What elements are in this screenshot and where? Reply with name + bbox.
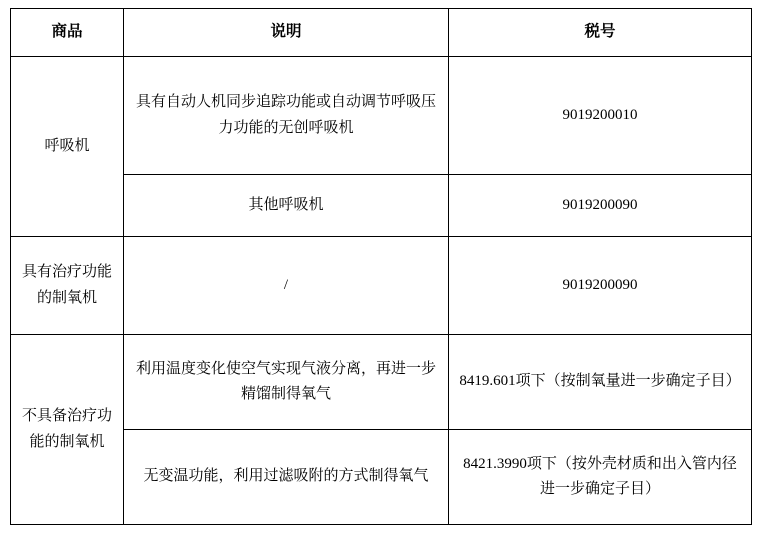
- description-cell: 其他呼吸机: [124, 175, 449, 237]
- description-cell: 具有自动人机同步追踪功能或自动调节呼吸压力功能的无创呼吸机: [124, 57, 449, 175]
- table-header-row: [11, 9, 752, 57]
- table-row: [11, 335, 752, 430]
- column-header-description: 说明: [124, 9, 449, 57]
- product-category-cell: 不具备治疗功能的制氧机: [11, 335, 124, 525]
- tax-code-cell: 9019200090: [449, 237, 752, 335]
- table-row: [11, 57, 752, 175]
- product-category-cell: 具有治疗功能的制氧机: [11, 237, 124, 335]
- description-cell: /: [124, 237, 449, 335]
- product-category-cell: 呼吸机: [11, 57, 124, 237]
- column-header-tax-code: 税号: [449, 9, 752, 57]
- table-body: [11, 57, 752, 525]
- description-cell: 利用温度变化使空气实现气液分离，再进一步精馏制得氧气: [124, 335, 449, 430]
- tax-code-cell: 9019200010: [449, 57, 752, 175]
- column-header-product: 商品: [11, 9, 124, 57]
- tax-code-cell: 8421.3990项下（按外壳材质和出入管内径进一步确定子目）: [449, 430, 752, 525]
- tariff-table: [10, 8, 752, 525]
- description-cell: 无变温功能，利用过滤吸附的方式制得氧气: [124, 430, 449, 525]
- table-header: [11, 9, 752, 57]
- tax-code-cell: 8419.601项下（按制氧量进一步确定子目）: [449, 335, 752, 430]
- table-row: [11, 237, 752, 335]
- tax-code-cell: 9019200090: [449, 175, 752, 237]
